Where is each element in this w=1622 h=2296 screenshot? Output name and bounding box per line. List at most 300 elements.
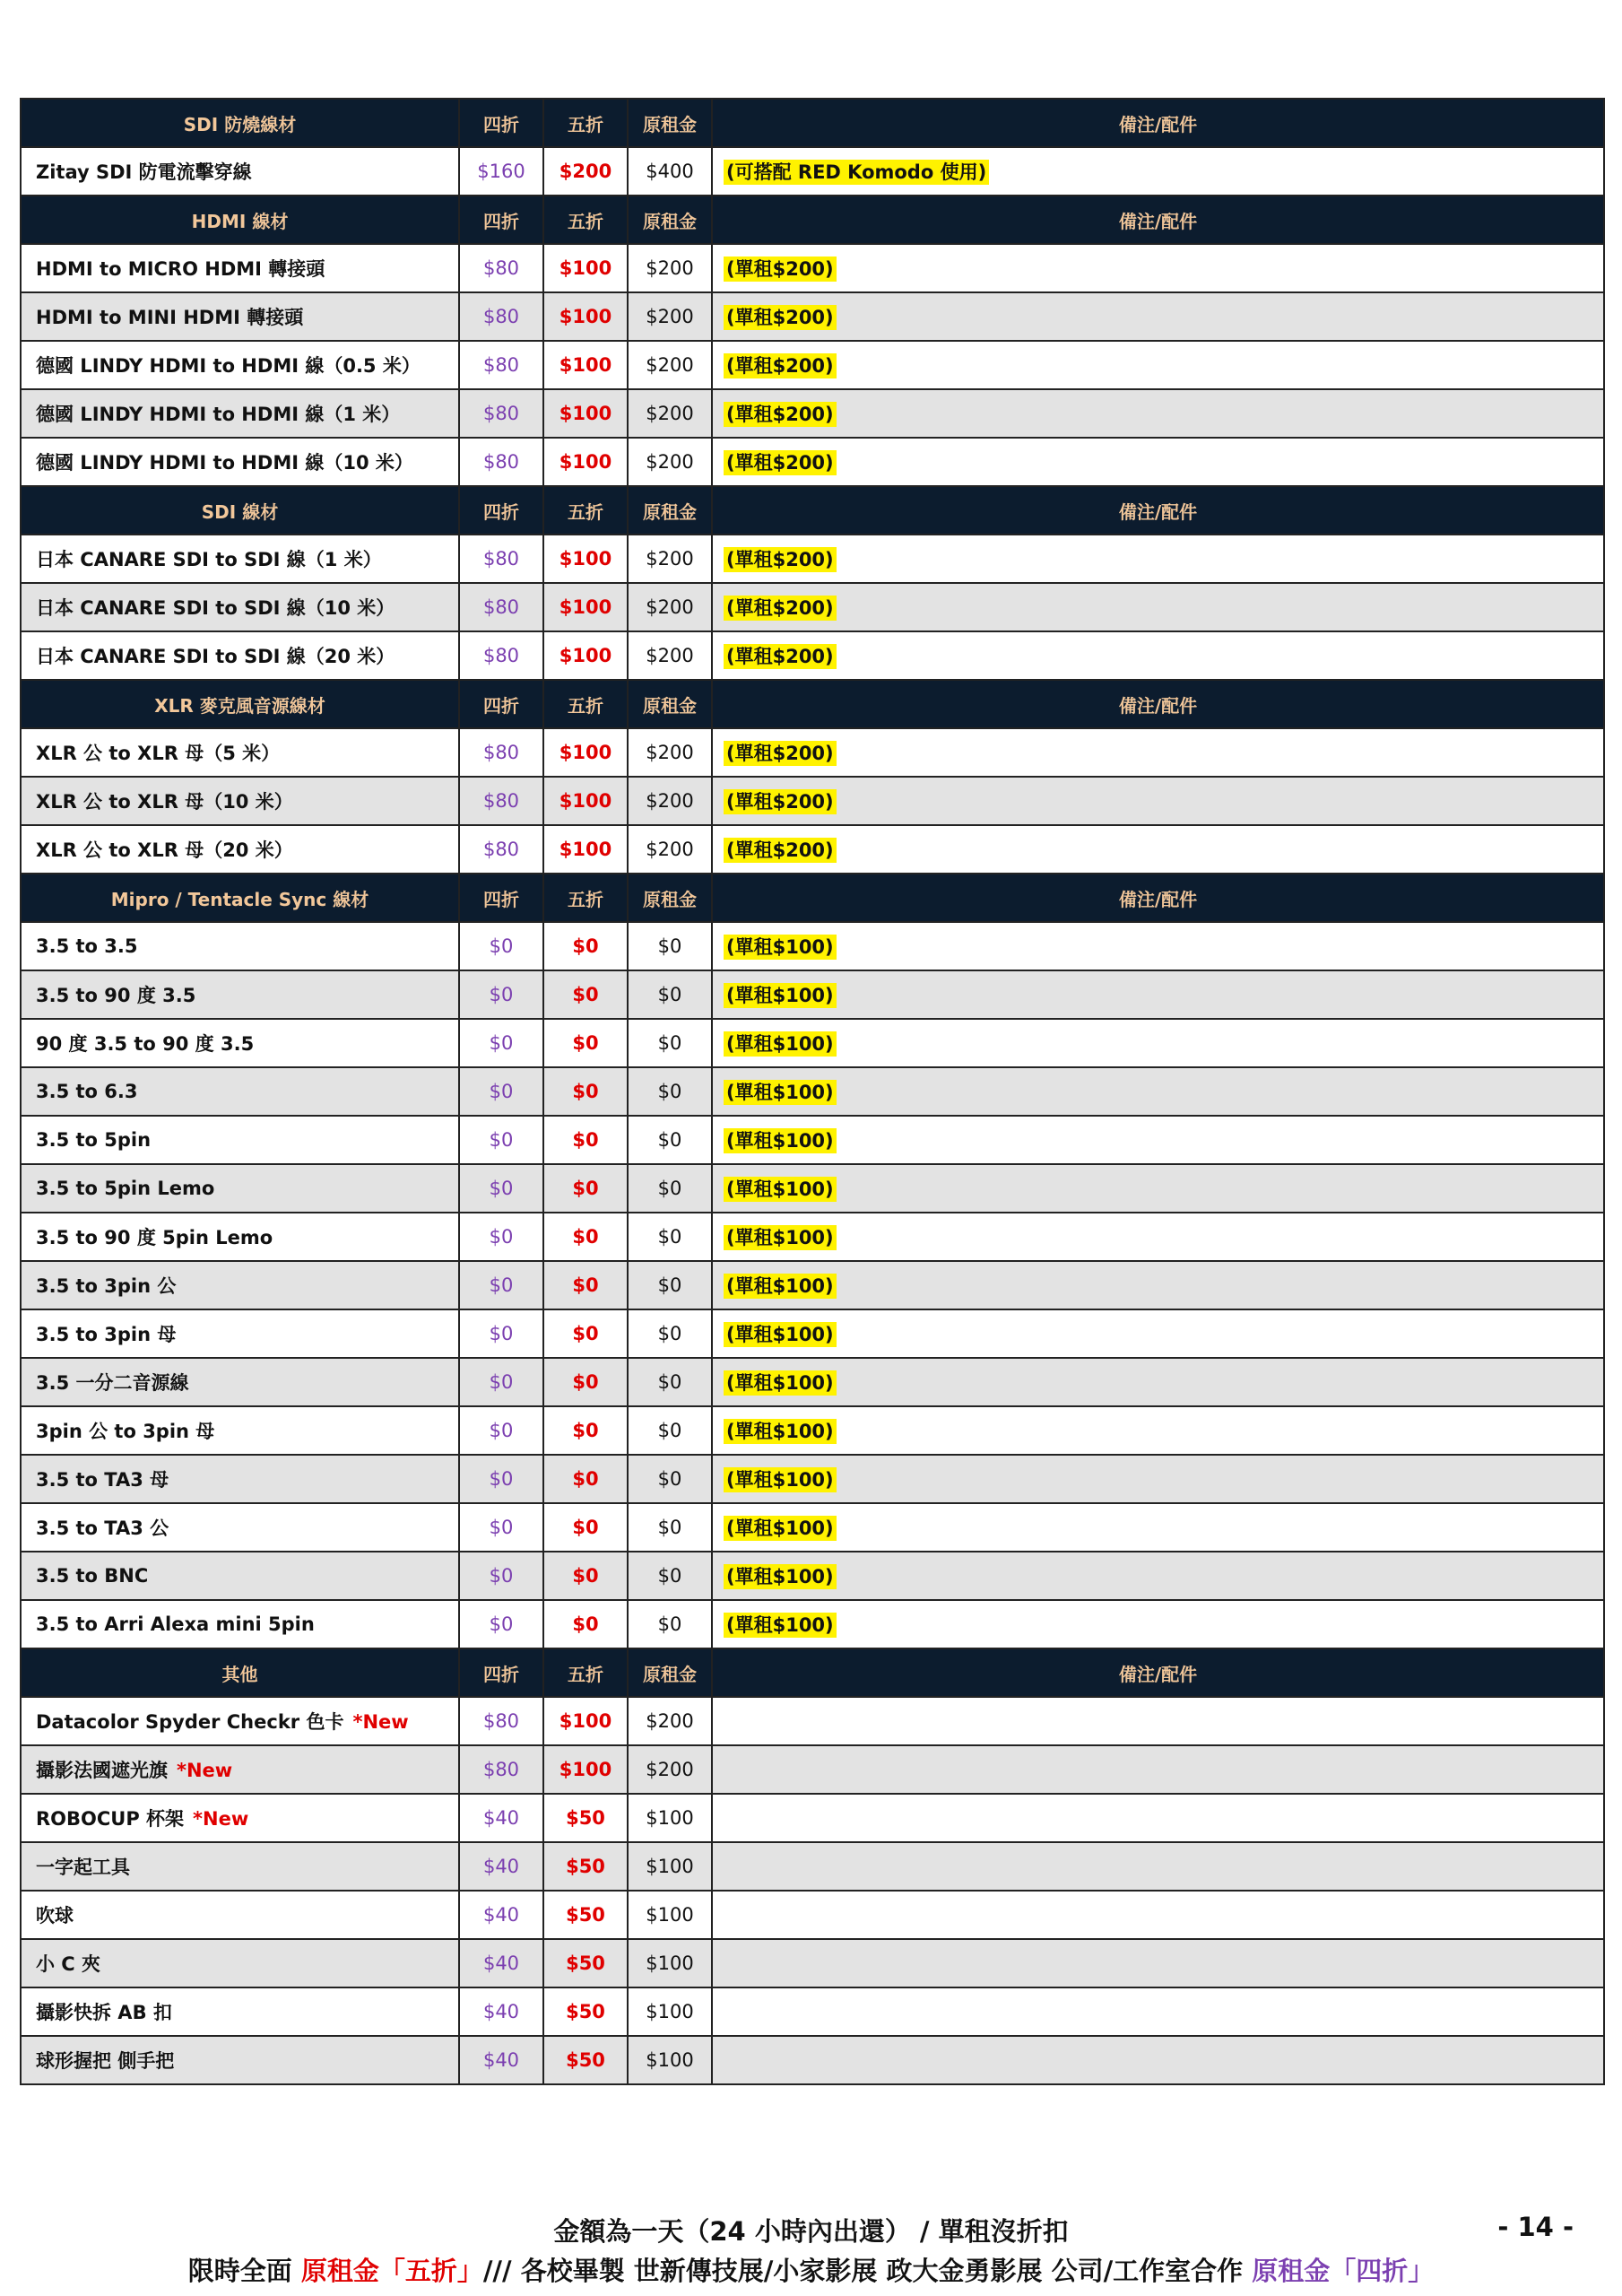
price-original: $0	[628, 1164, 712, 1213]
item-note	[712, 1794, 1604, 1842]
table-row	[21, 341, 1604, 389]
price-original: $0	[628, 1600, 712, 1648]
note-highlight: (單租$200)	[724, 305, 837, 330]
price-original: $200	[628, 341, 712, 389]
price-40-percent: $80	[459, 535, 543, 583]
price-original: $200	[628, 631, 712, 680]
item-name-text: Datacolor Spyder Checkr 色卡	[36, 1711, 344, 1733]
item-name	[21, 1794, 459, 1842]
promo-forty-percent: 原租金「四折」	[1252, 2256, 1435, 2286]
price-original: $200	[628, 777, 712, 825]
table-row	[21, 922, 1604, 970]
table-row	[21, 1503, 1604, 1552]
note-highlight: (單租$200)	[724, 741, 837, 766]
price-40-percent: $40	[459, 1987, 543, 2036]
item-note	[712, 1600, 1604, 1648]
item-note	[712, 1116, 1604, 1164]
table-row	[21, 1116, 1604, 1164]
item-name	[21, 1213, 459, 1261]
note-highlight: (可搭配 RED Komodo 使用)	[724, 160, 989, 185]
price-original: $200	[628, 825, 712, 874]
price-40-percent: $0	[459, 922, 543, 970]
item-note	[712, 535, 1604, 583]
note-highlight: (單租$100)	[724, 1128, 837, 1153]
promo-schools: /// 各校畢製 世新傳技展/小家影展 政大金勇影展 公司/工作室合作	[482, 2256, 1253, 2286]
footer-promo	[0, 2251, 1622, 2288]
item-name-text: XLR 公 to XLR 母（20 米）	[36, 839, 293, 861]
note-highlight: (單租$100)	[724, 1564, 837, 1589]
price-40-percent: $40	[459, 1939, 543, 1987]
price-40-percent: $0	[459, 1406, 543, 1455]
header-40-percent: 四折	[459, 680, 543, 728]
note-highlight: (單租$200)	[724, 353, 837, 378]
section-title: Mipro / Tentacle Sync 線材	[21, 874, 459, 922]
item-note	[712, 1842, 1604, 1891]
item-note	[712, 2036, 1604, 2084]
price-40-percent: $80	[459, 341, 543, 389]
item-name-text: 3.5 to BNC	[36, 1565, 149, 1587]
header-original-price: 原租金	[628, 680, 712, 728]
table-row	[21, 1406, 1604, 1455]
header-original-price: 原租金	[628, 486, 712, 535]
table-row	[21, 1261, 1604, 1309]
price-40-percent: $0	[459, 1309, 543, 1358]
item-name	[21, 1164, 459, 1213]
item-name-text: 德國 LINDY HDMI to HDMI 線（10 米）	[36, 452, 413, 474]
promo-prefix: 限時全面	[187, 2256, 301, 2286]
item-name	[21, 341, 459, 389]
price-original: $0	[628, 1358, 712, 1406]
item-note	[712, 389, 1604, 438]
price-40-percent: $80	[459, 1745, 543, 1794]
price-40-percent: $80	[459, 292, 543, 341]
item-name	[21, 244, 459, 292]
price-50-percent: $200	[543, 147, 628, 196]
item-name	[21, 1261, 459, 1309]
price-40-percent: $0	[459, 1358, 543, 1406]
price-50-percent: $100	[543, 535, 628, 583]
item-name-text: 一字起工具	[36, 1857, 130, 1878]
price-original: $200	[628, 728, 712, 777]
section-header	[21, 196, 1604, 244]
item-name	[21, 1842, 459, 1891]
note-highlight: (單租$200)	[724, 402, 837, 427]
table-row	[21, 1067, 1604, 1116]
price-50-percent: $100	[543, 292, 628, 341]
item-note	[712, 1891, 1604, 1939]
note-highlight: (單租$100)	[724, 1177, 837, 1202]
item-name-text: 日本 CANARE SDI to SDI 線（20 米）	[36, 646, 395, 667]
new-badge: *New	[352, 1711, 409, 1733]
item-name-text: ROBOCUP 杯架	[36, 1808, 185, 1830]
price-40-percent: $0	[459, 1600, 543, 1648]
price-original: $200	[628, 1745, 712, 1794]
table-row	[21, 631, 1604, 680]
note-highlight: (單租$200)	[724, 789, 837, 814]
item-note	[712, 825, 1604, 874]
item-name-text: XLR 公 to XLR 母（10 米）	[36, 791, 293, 813]
item-name-text: 3.5 to Arri Alexa mini 5pin	[36, 1613, 315, 1635]
price-40-percent: $0	[459, 1552, 543, 1600]
price-40-percent: $80	[459, 389, 543, 438]
table-row	[21, 1552, 1604, 1600]
table-row	[21, 1939, 1604, 1987]
header-50-percent: 五折	[543, 874, 628, 922]
item-name	[21, 389, 459, 438]
item-name-text: 3.5 to 3pin 公	[36, 1275, 177, 1297]
item-note	[712, 1697, 1604, 1745]
price-original: $100	[628, 1794, 712, 1842]
price-original: $400	[628, 147, 712, 196]
price-original: $0	[628, 1213, 712, 1261]
item-name	[21, 1503, 459, 1552]
price-50-percent: $100	[543, 1745, 628, 1794]
price-50-percent: $0	[543, 922, 628, 970]
price-50-percent: $50	[543, 1939, 628, 1987]
note-highlight: (單租$200)	[724, 450, 837, 475]
table-row	[21, 825, 1604, 874]
table-row	[21, 1842, 1604, 1891]
item-name	[21, 1552, 459, 1600]
item-note	[712, 728, 1604, 777]
item-note	[712, 1019, 1604, 1067]
price-table	[20, 98, 1605, 2085]
item-name-text: 攝影快拆 AB 扣	[36, 2002, 172, 2023]
item-name-text: 3.5 to TA3 母	[36, 1469, 169, 1491]
table-row	[21, 1213, 1604, 1261]
item-note	[712, 341, 1604, 389]
price-40-percent: $0	[459, 1116, 543, 1164]
price-40-percent: $80	[459, 583, 543, 631]
price-50-percent: $50	[543, 1891, 628, 1939]
header-40-percent: 四折	[459, 1648, 543, 1697]
note-highlight: (單租$100)	[724, 1225, 837, 1250]
section-title: HDMI 線材	[21, 196, 459, 244]
note-highlight: (單租$100)	[724, 1031, 837, 1057]
header-40-percent: 四折	[459, 874, 543, 922]
item-name-text: 3.5 to 6.3	[36, 1081, 138, 1102]
item-name	[21, 147, 459, 196]
note-highlight: (單租$200)	[724, 547, 837, 572]
price-original: $0	[628, 1552, 712, 1600]
new-badge: *New	[193, 1808, 249, 1830]
price-original: $200	[628, 1697, 712, 1745]
item-note	[712, 438, 1604, 486]
item-name	[21, 777, 459, 825]
note-highlight: (單租$200)	[724, 644, 837, 669]
item-note	[712, 1358, 1604, 1406]
item-note	[712, 1552, 1604, 1600]
table-row	[21, 1455, 1604, 1503]
section-header	[21, 99, 1604, 147]
promo-half-price: 原租金「五折」	[300, 2256, 483, 2286]
price-50-percent: $0	[543, 1164, 628, 1213]
item-name-text: 3.5 to 5pin Lemo	[36, 1178, 215, 1199]
section-title: SDI 線材	[21, 486, 459, 535]
note-highlight: (單租$100)	[724, 1322, 837, 1347]
price-50-percent: $0	[543, 1067, 628, 1116]
item-note	[712, 1987, 1604, 2036]
price-50-percent: $0	[543, 1552, 628, 1600]
header-original-price: 原租金	[628, 874, 712, 922]
item-name	[21, 1891, 459, 1939]
price-40-percent: $40	[459, 2036, 543, 2084]
header-50-percent: 五折	[543, 1648, 628, 1697]
note-highlight: (單租$100)	[724, 1274, 837, 1299]
price-50-percent: $0	[543, 1503, 628, 1552]
table-row	[21, 1309, 1604, 1358]
table-row	[21, 1745, 1604, 1794]
header-40-percent: 四折	[459, 486, 543, 535]
table-row	[21, 2036, 1604, 2084]
price-50-percent: $0	[543, 1358, 628, 1406]
header-40-percent: 四折	[459, 99, 543, 147]
section-title: XLR 麥克風音源線材	[21, 680, 459, 728]
item-name	[21, 631, 459, 680]
item-name	[21, 1067, 459, 1116]
item-name-text: 3.5 一分二音源線	[36, 1372, 189, 1394]
price-50-percent: $0	[543, 1019, 628, 1067]
item-name	[21, 583, 459, 631]
item-name	[21, 1116, 459, 1164]
item-note	[712, 1261, 1604, 1309]
header-notes: 備注/配件	[712, 874, 1604, 922]
item-name-text: HDMI to MICRO HDMI 轉接頭	[36, 258, 325, 280]
item-note	[712, 1503, 1604, 1552]
item-name-text: 攝影法國遮光旗	[36, 1760, 168, 1781]
header-notes: 備注/配件	[712, 99, 1604, 147]
table-row	[21, 1358, 1604, 1406]
price-40-percent: $160	[459, 147, 543, 196]
note-highlight: (單租$100)	[724, 1419, 837, 1444]
header-50-percent: 五折	[543, 486, 628, 535]
note-highlight: (單租$200)	[724, 257, 837, 282]
header-50-percent: 五折	[543, 680, 628, 728]
footer-note: 金額為一天（24 小時內出還） / 單租沒折扣	[553, 2216, 1069, 2247]
price-original: $100	[628, 1939, 712, 1987]
item-note	[712, 1455, 1604, 1503]
price-50-percent: $50	[543, 1987, 628, 2036]
price-original: $0	[628, 922, 712, 970]
price-40-percent: $80	[459, 825, 543, 874]
price-original: $200	[628, 292, 712, 341]
item-name-text: 3.5 to 3pin 母	[36, 1324, 177, 1345]
note-highlight: (單租$100)	[724, 1370, 837, 1396]
price-50-percent: $0	[543, 1600, 628, 1648]
item-note	[712, 1067, 1604, 1116]
price-original: $200	[628, 583, 712, 631]
price-50-percent: $0	[543, 1261, 628, 1309]
price-original: $100	[628, 1891, 712, 1939]
price-40-percent: $0	[459, 1213, 543, 1261]
table-row	[21, 244, 1604, 292]
table-row	[21, 535, 1604, 583]
item-name-text: 3.5 to 5pin	[36, 1129, 152, 1151]
item-name-text: 日本 CANARE SDI to SDI 線（1 米）	[36, 549, 382, 570]
item-note	[712, 1164, 1604, 1213]
table-row	[21, 970, 1604, 1019]
item-name-text: 小 C 夾	[36, 1953, 101, 1975]
item-note	[712, 922, 1604, 970]
item-note	[712, 631, 1604, 680]
item-name	[21, 825, 459, 874]
item-name	[21, 1697, 459, 1745]
item-note	[712, 244, 1604, 292]
table-row	[21, 777, 1604, 825]
price-50-percent: $50	[543, 1842, 628, 1891]
price-40-percent: $80	[459, 244, 543, 292]
item-name-text: 球形握把 側手把	[36, 2050, 175, 2072]
item-name-text: Zitay SDI 防電流擊穿線	[36, 161, 252, 183]
price-40-percent: $0	[459, 1067, 543, 1116]
item-name	[21, 728, 459, 777]
price-40-percent: $80	[459, 631, 543, 680]
item-name-text: HDMI to MINI HDMI 轉接頭	[36, 307, 304, 328]
price-original: $200	[628, 389, 712, 438]
price-50-percent: $100	[543, 341, 628, 389]
item-name-text: 3.5 to 3.5	[36, 935, 138, 957]
table-row	[21, 1600, 1604, 1648]
item-name	[21, 1600, 459, 1648]
item-name	[21, 438, 459, 486]
price-40-percent: $0	[459, 1261, 543, 1309]
header-notes: 備注/配件	[712, 1648, 1604, 1697]
item-note	[712, 1213, 1604, 1261]
table-row	[21, 728, 1604, 777]
section-header	[21, 680, 1604, 728]
header-40-percent: 四折	[459, 196, 543, 244]
item-name	[21, 1019, 459, 1067]
header-notes: 備注/配件	[712, 680, 1604, 728]
item-name	[21, 1745, 459, 1794]
header-original-price: 原租金	[628, 1648, 712, 1697]
price-original: $0	[628, 1067, 712, 1116]
price-40-percent: $0	[459, 1019, 543, 1067]
new-badge: *New	[177, 1760, 233, 1781]
price-40-percent: $40	[459, 1891, 543, 1939]
price-40-percent: $80	[459, 777, 543, 825]
section-title: SDI 防燒線材	[21, 99, 459, 147]
table-row	[21, 292, 1604, 341]
price-50-percent: $0	[543, 1455, 628, 1503]
item-name-text: 3.5 to 90 度 5pin Lemo	[36, 1227, 273, 1248]
price-40-percent: $80	[459, 1697, 543, 1745]
price-original: $100	[628, 1842, 712, 1891]
item-note	[712, 777, 1604, 825]
item-note	[712, 583, 1604, 631]
item-name-text: 德國 LINDY HDMI to HDMI 線（1 米）	[36, 404, 401, 425]
price-original: $200	[628, 244, 712, 292]
price-original: $0	[628, 1261, 712, 1309]
price-50-percent: $100	[543, 583, 628, 631]
table-row	[21, 1019, 1604, 1067]
price-40-percent: $0	[459, 1503, 543, 1552]
price-original: $0	[628, 1455, 712, 1503]
item-name	[21, 1406, 459, 1455]
header-original-price: 原租金	[628, 196, 712, 244]
table-row	[21, 1697, 1604, 1745]
item-name	[21, 2036, 459, 2084]
item-note	[712, 1939, 1604, 1987]
item-name	[21, 1309, 459, 1358]
page-number: - 14 -	[1497, 2212, 1574, 2242]
price-50-percent: $0	[543, 1116, 628, 1164]
table-row	[21, 1164, 1604, 1213]
section-header	[21, 874, 1604, 922]
item-name	[21, 922, 459, 970]
price-50-percent: $0	[543, 970, 628, 1019]
item-name-text: 3.5 to TA3 公	[36, 1518, 169, 1539]
price-40-percent: $80	[459, 438, 543, 486]
price-original: $0	[628, 1019, 712, 1067]
price-40-percent: $0	[459, 1455, 543, 1503]
price-50-percent: $50	[543, 1794, 628, 1842]
price-50-percent: $100	[543, 631, 628, 680]
note-highlight: (單租$100)	[724, 1613, 837, 1638]
price-original: $0	[628, 1503, 712, 1552]
item-name-text: 德國 LINDY HDMI to HDMI 線（0.5 米）	[36, 355, 421, 377]
price-50-percent: $100	[543, 244, 628, 292]
price-original: $200	[628, 535, 712, 583]
table-row	[21, 1891, 1604, 1939]
item-name	[21, 535, 459, 583]
item-name-text: XLR 公 to XLR 母（5 米）	[36, 743, 281, 764]
item-name	[21, 1939, 459, 1987]
note-highlight: (單租$200)	[724, 596, 837, 621]
price-50-percent: $100	[543, 1697, 628, 1745]
item-name-text: 日本 CANARE SDI to SDI 線（10 米）	[36, 597, 395, 619]
price-40-percent: $0	[459, 1164, 543, 1213]
price-50-percent: $50	[543, 2036, 628, 2084]
item-note	[712, 1309, 1604, 1358]
header-original-price: 原租金	[628, 99, 712, 147]
section-header	[21, 486, 1604, 535]
price-original: $100	[628, 1987, 712, 2036]
item-name-text: 3.5 to 90 度 3.5	[36, 985, 196, 1006]
item-name-text: 吹球	[36, 1905, 74, 1926]
price-50-percent: $0	[543, 1309, 628, 1358]
item-name-text: 90 度 3.5 to 90 度 3.5	[36, 1033, 255, 1055]
note-highlight: (單租$200)	[724, 838, 837, 863]
note-highlight: (單租$100)	[724, 1080, 837, 1105]
item-name	[21, 1358, 459, 1406]
header-notes: 備注/配件	[712, 196, 1604, 244]
price-50-percent: $100	[543, 438, 628, 486]
header-50-percent: 五折	[543, 99, 628, 147]
price-50-percent: $0	[543, 1406, 628, 1455]
price-50-percent: $100	[543, 728, 628, 777]
price-50-percent: $100	[543, 825, 628, 874]
item-name	[21, 292, 459, 341]
table-row	[21, 389, 1604, 438]
note-highlight: (單租$100)	[724, 1516, 837, 1541]
table-row	[21, 1987, 1604, 2036]
header-50-percent: 五折	[543, 196, 628, 244]
table-row	[21, 1794, 1604, 1842]
price-40-percent: $0	[459, 970, 543, 1019]
section-title: 其他	[21, 1648, 459, 1697]
note-highlight: (單租$100)	[724, 935, 837, 960]
note-highlight: (單租$100)	[724, 1467, 837, 1492]
table-row	[21, 583, 1604, 631]
price-50-percent: $100	[543, 777, 628, 825]
item-note	[712, 1406, 1604, 1455]
item-name	[21, 970, 459, 1019]
section-header	[21, 1648, 1604, 1697]
header-notes: 備注/配件	[712, 486, 1604, 535]
table-row	[21, 147, 1604, 196]
price-50-percent: $0	[543, 1213, 628, 1261]
